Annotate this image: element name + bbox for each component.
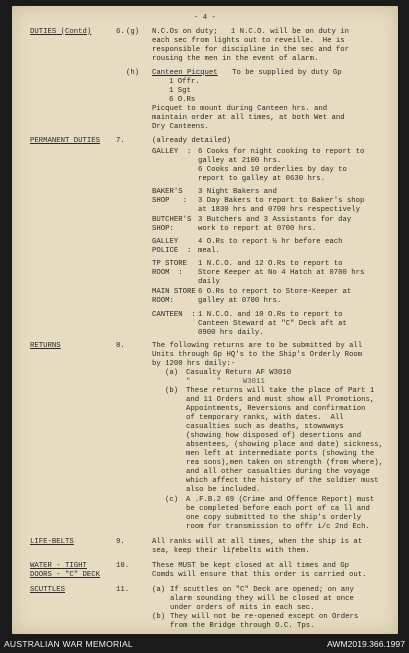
section-number-7: 7. (116, 137, 125, 145)
duties-g-line: N.C.Os on duty; 1 N.C.O. will be on duty in (152, 28, 350, 36)
scuttles-b-label: (b) (152, 613, 166, 621)
returns-intro: by 1200 hrs daily:- (152, 360, 236, 368)
butcher-label: SHOP: (152, 225, 174, 233)
main-store-line: galley at 0700 hrs. (198, 297, 282, 305)
main-store-label: ROOM: (152, 297, 174, 305)
returns-b-label: (b) (165, 387, 179, 395)
picquet-roster: 1 Sgt (169, 87, 191, 95)
main-store-line: 6 O.Rs to report to Store-Keeper at (198, 288, 352, 296)
returns-a-line: Casualty Return AF W3010 (186, 369, 292, 377)
returns-b-line: casualties such as deaths, stowaways (186, 423, 344, 431)
returns-b-line: Appointments, Reversions and confirmation (186, 405, 366, 413)
galley-label: GALLEY : (152, 148, 192, 156)
store-line: 1 N.C.O. and 12 O.Rs to report to (198, 260, 343, 268)
section-number-9: 9. (116, 538, 125, 546)
scuttles-b-line: from the Bridge through O.C. Tps. (170, 622, 315, 630)
document-page (12, 6, 398, 634)
store-label: TP STORE (152, 260, 188, 268)
store-label: ROOM : (152, 269, 183, 277)
galley-line: 6 Cooks for night cooking to report to (198, 148, 365, 156)
section-number-6: 6. (116, 28, 125, 36)
returns-c-line: room for transmission to offr i/c 2nd Ech. (186, 523, 370, 531)
scuttles-b-line: They will not be re-opened except on Orders (170, 613, 359, 621)
main-store-label: MAIN STORE (152, 288, 196, 296)
returns-b-line: of temporary ranks, with dates. All (186, 414, 344, 422)
scuttles-a-line: under orders of mits in each sec. (170, 604, 315, 612)
police-label: GALLEY (152, 238, 179, 246)
baker-line: 3 Day Bakers to report to Baker's shop (198, 197, 365, 205)
scuttles-a-line: If scuttles on "C" Deck are opened; on any (170, 586, 354, 594)
footer-institution: AUSTRALIAN WAR MEMORIAL (4, 639, 133, 649)
store-line: daily (198, 278, 220, 286)
section-number-8: 8. (116, 342, 125, 350)
heading-water-tight: WATER - TIGHT (30, 562, 87, 570)
permanent-intro: (already detailed) (152, 137, 231, 145)
duties-h-line: Dry Canteens. (152, 123, 209, 131)
picquet-roster: 1 Offr. (169, 78, 200, 86)
scuttles-a-line: alarm sounding they will be closed at once (170, 595, 354, 603)
canteen-label: CANTEEN : (152, 311, 196, 319)
returns-b-line: absentees, (showing place and date) sickness, (186, 441, 384, 449)
store-line: Store Keeper at No 4 Hatch at 0700 hrs (198, 269, 365, 277)
watertight-line: Comds will ensure that this order is carried out. (152, 571, 367, 579)
returns-b-line: men left at intermediate ports (showing the (186, 450, 375, 458)
heading-water-tight: DOORS - "C" DECK (30, 571, 101, 579)
label-g: (g) (126, 28, 140, 36)
returns-intro: The following returns are to be submitted by all (152, 342, 363, 350)
canteen-line: Canteen Steward at "C" Deck aft at (198, 320, 347, 328)
heading-permanent-duties: PERMANENT DUTIES (30, 137, 101, 145)
baker-line: at 1830 hrs and 0700 hrs respectively (198, 206, 361, 214)
returns-c-line: one copy submitted to the ship's orderly (186, 514, 362, 522)
section-number-11: 11. (116, 586, 130, 594)
galley-line: galley at 2100 hrs. (198, 157, 282, 165)
canteen-picquet-title-rest: To be supplied by duty Gp (219, 69, 342, 77)
police-label: POLICE : (152, 247, 192, 255)
canteen-picquet-title: Canteen Picquet (152, 69, 218, 77)
returns-a-label: (a) (165, 369, 179, 377)
duties-h-line: maintain order at all times, at both Wet and (152, 114, 345, 122)
lifebelts-line: All ranks will at all times, when the ship is at (152, 538, 363, 546)
returns-c-line: be completed before each port of ca ll and (186, 505, 370, 513)
returns-b-line: also be included. (186, 486, 261, 494)
returns-b-line: and 11 Orders and must show all Promotions, (186, 396, 375, 404)
returns-c-label: (c) (165, 496, 179, 504)
label-h: (h) (126, 69, 140, 77)
heading-returns: RETURNS (30, 342, 61, 350)
butcher-line: 3 Butchers and 3 Assistants for day (198, 216, 352, 224)
duties-h-line: Picquet to mount during Canteen hrs. and (152, 105, 328, 113)
returns-intro: Units through Gp HQ's to the Ship's Orderly Room (152, 351, 363, 359)
baker-line: 3 Night Bakers and (198, 188, 277, 196)
returns-a-line: " " W3011 (186, 378, 265, 386)
police-line: 4 O.Rs to report ½ hr before each (198, 238, 343, 246)
archive-footer (0, 636, 409, 653)
page-number: - 4 - (194, 14, 216, 22)
picquet-roster: 6 O.Rs (169, 96, 196, 104)
returns-b-line: (showing how disposed of) desertions and (186, 432, 362, 440)
heading-duties: DUTIES (Contd) (30, 28, 92, 36)
baker-label: SHOP : (152, 197, 188, 205)
returns-b-line: These returns will take the place of Part 1 (186, 387, 375, 395)
police-line: meal. (198, 247, 220, 255)
lifebelts-line: sea, keep their liƒebelts with them. (152, 547, 310, 555)
galley-line: 6 Cooks and 10 orderlies by day to (198, 166, 347, 174)
section-number-10: 10. (116, 562, 130, 570)
butcher-line: work to report at 0700 hrs. (198, 225, 317, 233)
butcher-label: BUTCHER'S (152, 216, 192, 224)
heading-scuttles: SCUTTLES (30, 586, 66, 594)
scuttles-a-label: (a) (152, 586, 166, 594)
canteen-line: 0900 hrs daily. (198, 329, 264, 337)
duties-g-line: responsible for discipline in the sec and for (152, 46, 350, 54)
duties-g-line: rousing the men in the event of alarm. (152, 55, 319, 63)
returns-b-line: which affect the history of the soldier must (186, 477, 379, 485)
heading-life-belts: LIFE-BELTS (30, 538, 74, 546)
duties-g-line: each sec from lights out to reveille. He is (152, 37, 345, 45)
galley-line: report to galley at 0630 hrs. (198, 175, 325, 183)
returns-b-line: and all other casualties during the voyage (186, 468, 370, 476)
returns-b-line: rea sons),men taken on strength (from where), (186, 459, 384, 467)
returns-c-line: A .F.B.2 69 (Crime and Offence Report) must (186, 496, 375, 504)
baker-label: BAKER'S (152, 188, 183, 196)
canteen-line: 1 N.C.O. and 10 O.Rs to report to (198, 311, 343, 319)
watertight-line: These MUST be kept closed at all times and Gp (152, 562, 350, 570)
footer-accession-number: AWM2019.366.1997 (326, 639, 405, 649)
